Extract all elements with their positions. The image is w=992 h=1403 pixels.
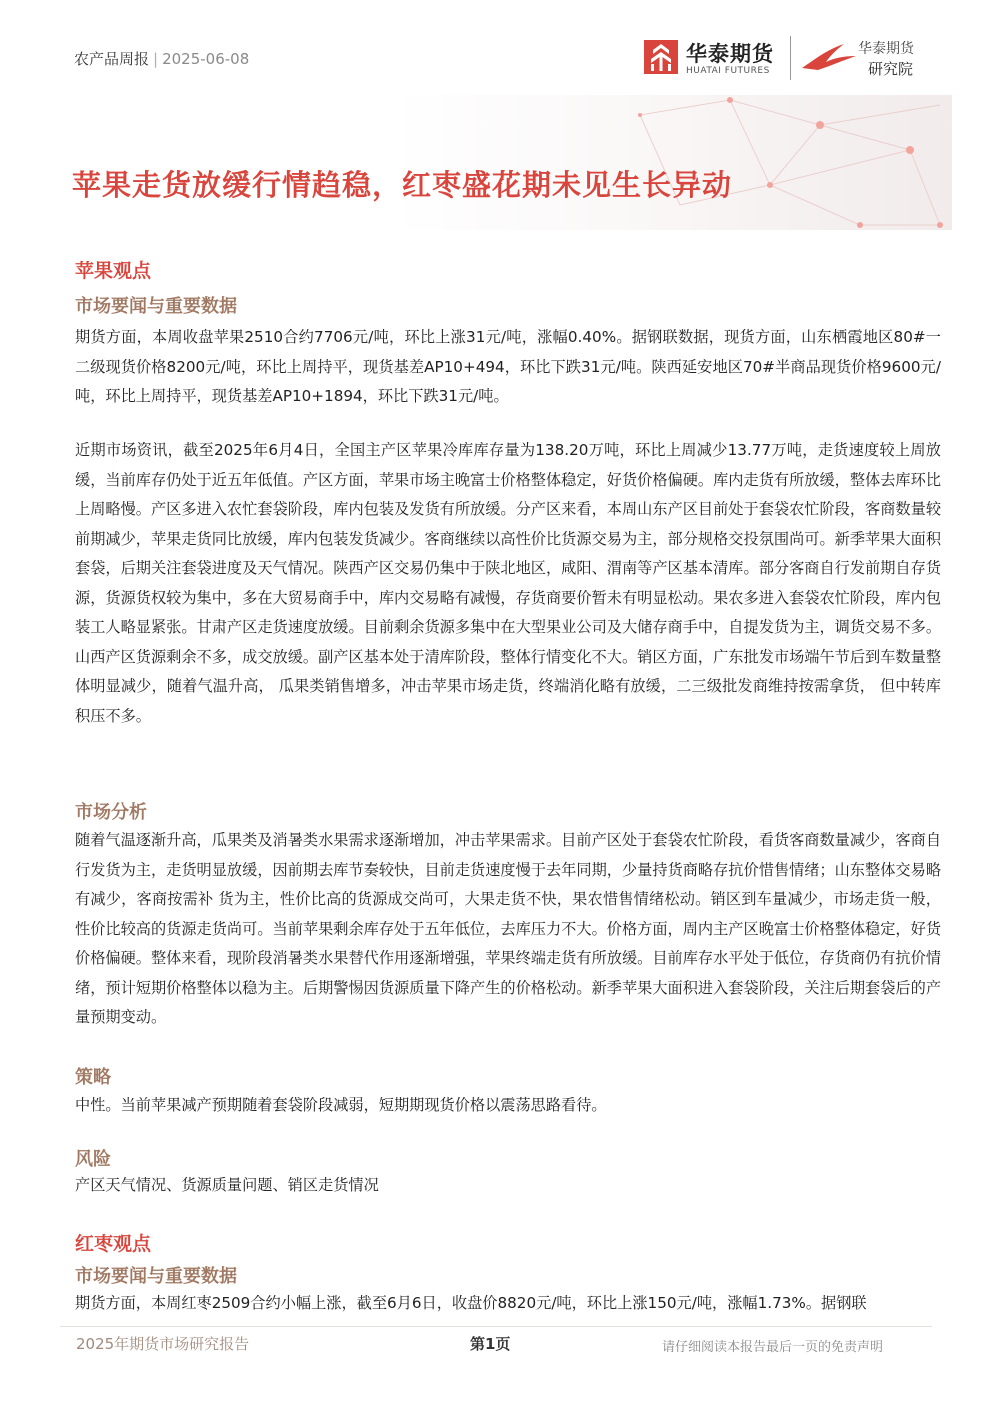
footer-divider xyxy=(60,1326,932,1327)
apple-strategy-heading: 策略 xyxy=(75,1067,111,1088)
jujube-news-heading: 市场要闻与重要数据 xyxy=(75,1266,237,1287)
huatai-logo xyxy=(640,34,930,84)
institute-logo-icon xyxy=(800,40,858,74)
logo-divider xyxy=(790,36,791,80)
report-type: 农产品周报 xyxy=(74,50,150,68)
page-number: 第1页 xyxy=(470,1335,511,1353)
institute-name-line2: 研究院 xyxy=(868,60,914,78)
jujube-news-paragraph-1: 期货方面，本周红枣2509合约小幅上涨，截至6月6日，收盘价8820元/吨，环比上涨150元/吨，涨幅1.73%。据钢联 xyxy=(75,1294,867,1312)
footer-report-name: 2025年期货市场研究报告 xyxy=(76,1335,250,1353)
brand-name-cn: 华泰期货 xyxy=(686,42,774,66)
apple-analysis-heading: 市场分析 xyxy=(75,802,147,823)
apple-risk-paragraph: 产区天气情况、货源质量问题、销区走货情况 xyxy=(75,1176,379,1194)
apple-news-heading: 市场要闻与重要数据 xyxy=(75,296,237,317)
footer-disclaimer: 请仔细阅读本报告最后一页的免责声明 xyxy=(662,1340,884,1355)
institute-name-line1: 华泰期货 xyxy=(858,41,914,57)
report-header xyxy=(74,48,249,69)
huatai-logo-icon xyxy=(644,40,678,74)
page-title: 苹果走货放缓行情趋稳，红枣盛花期未见生长异动 xyxy=(72,168,733,202)
report-date: 2025-06-08 xyxy=(162,50,250,68)
jujube-section-title: 红枣观点 xyxy=(75,1233,152,1255)
header-separator: | xyxy=(153,50,159,68)
apple-news-paragraph-2: 近期市场资讯，截至2025年6月4日，全国主产区苹果冷库库存量为138.20万吨，环比上周减少13.77万吨，走货速度较上周放缓，当前库存仍处于近五年低值。产区方面，苹果市场主晚富士价格整体稳定，好货价格偏硬。库内走货有所放缓，整体去库环比上周略慢。产区多进入农忙套袋阶段，库内包装及发货有所放缓。分产区来看，本周山东产区目前处于套袋农忙阶段，客商数量较前期减少，苹果走货同比放缓，库内包装发货减少。客商继续以高性价比货源交易为主，部分规格交投氛围尚可。新季苹果大面积套袋，后期关注套袋进度及天气情况。陕西产区交易仍集中于陕北地区，咸阳、渭南等产区基本清库。部分客商自行发前期自存货源，货源货权较为集中，多在大贸易商手中，库内交易略有减慢，存货商要价暂未有明显松动。果农多进入套袋农忙阶段，库内包装工人略显紧张。甘肃产区走货速度放缓。目前剩余货源多集中在大型果业公司及大储存商手中，自提发货为主，调货交易不多。山西产区货源剩余不多，成交放缓。副产区基本处于清库阶段，整体行情变化不大。销区方面，广东批发市场端午节后到车数量整体明显减少，随着气温升高， 瓜果类销售增多，冲击苹果市场走货，终端消化略有放缓，二三级批发商维持按需拿货， 但中转库积压不多。 xyxy=(75,441,941,725)
apple-news-paragraph-1: 期货方面，本周收盘苹果2510合约7706元/吨，环比上涨31元/吨，涨幅0.40%。据钢联数据，现货方面，山东栖霞地区80#一二级现货价格8200元/吨，环比上周持平，现货基差AP10+494，环比下跌31元/吨。陕西延安地区70#半商品现货价格9600元/吨，环比上周持平，现货基差AP10+1894，环比下跌31元/吨。 xyxy=(75,328,941,405)
apple-section-title: 苹果观点 xyxy=(75,260,152,282)
apple-risk-heading: 风险 xyxy=(75,1149,111,1170)
apple-strategy-paragraph: 中性。当前苹果减产预期随着套袋阶段减弱，短期期现货价格以震荡思路看待。 xyxy=(75,1096,607,1114)
apple-analysis-paragraph: 随着气温逐渐升高，瓜果类及消暑类水果需求逐渐增加，冲击苹果需求。目前产区处于套袋农忙阶段，看货客商数量减少，客商自行发货为主，走货明显放缓，因前期去库节奏较快，目前走货速度慢于去年同期，少量持货商略存抗价惜售情绪；山东整体交易略有减少，客商按需补 货为主，性价比高的货源成交尚可，大果走货不快，果农惜售情绪松动。销区到车量减少，市场走货一般，性价比较高的货源走货尚可。当前苹果剩余库存处于五年低位，去库压力不大。价格方面，周内主产区晚富士价格整体稳定，好货价格偏硬。整体来看，现阶段消暑类水果替代作用逐渐增强，苹果终端走货有所放缓。目前库存水平处于低位，存货商仍有抗价情绪，预计短期价格整体以稳为主。后期警惕因货源质量下降产生的价格松动。新季苹果大面积进入套袋阶段，关注后期套袋后的产量预期变动。 xyxy=(75,831,941,1026)
brand-name-en: HUATAI FUTURES xyxy=(686,66,770,76)
